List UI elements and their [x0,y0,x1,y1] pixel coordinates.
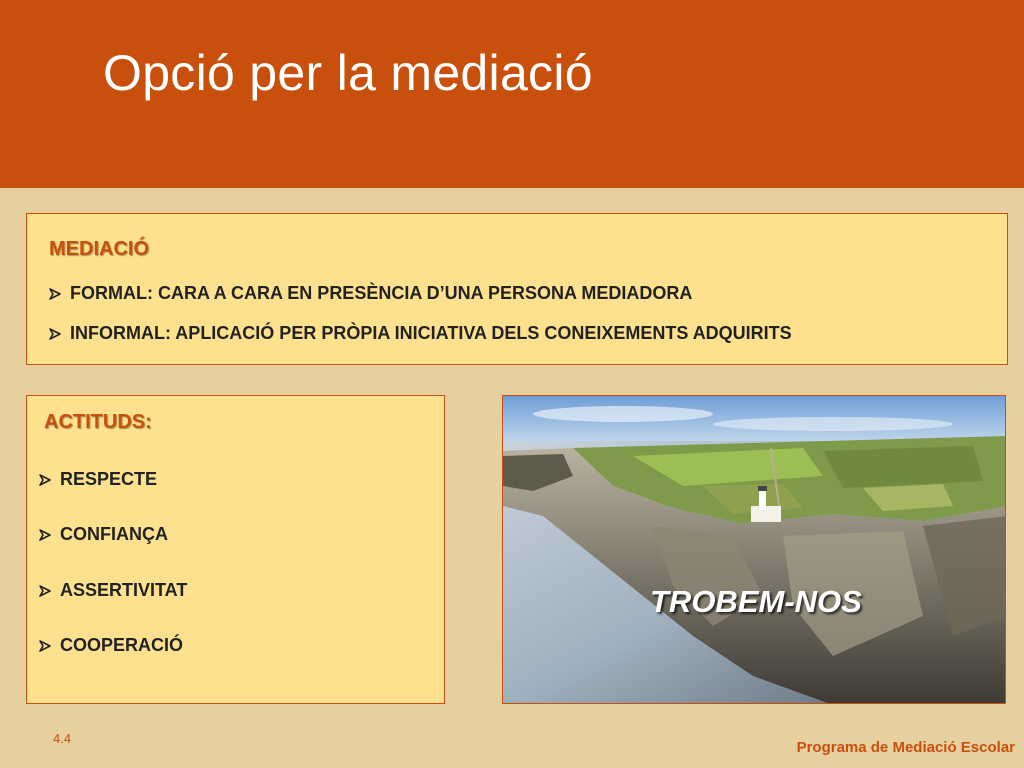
lighthouse-cliff-photo [502,395,1006,704]
cliff-landscape-illustration [503,396,1006,704]
actituds-item [38,469,157,490]
actituds-item-label: ASSERTIVITAT [60,580,188,600]
arrow-bullet-icon [38,584,52,598]
footer-text: Programa de Mediació Escolar [796,739,1015,756]
actituds-item-label: RESPECTE [60,469,158,489]
actituds-item-label: CONFIANÇA [60,524,168,544]
actituds-item [38,580,187,601]
actituds-item [38,524,168,545]
arrow-bullet-icon [48,327,62,341]
arrow-bullet-icon [38,473,52,487]
mediacio-item [48,323,792,344]
actituds-heading: ACTITUDS: [44,411,152,433]
arrow-bullet-icon [48,287,62,301]
mediacio-item-label: FORMAL: CARA A CARA EN PRESÈNCIA D’UNA PERSONA MEDIADORA [70,283,693,303]
slide-title: Opció per la mediació [103,45,593,101]
photo-overlay-text: TROBEM-NOS [650,584,862,619]
mediacio-heading: MEDIACIÓ [49,238,149,260]
actituds-box [26,395,445,704]
arrow-bullet-icon [38,528,52,542]
actituds-item [38,635,183,656]
page-number: 4.4 [53,731,72,746]
mediacio-item [48,283,692,304]
mediacio-item-label: INFORMAL: APLICACIÓ PER PRÒPIA INICIATIVA DELS CONEIXEMENTS ADQUIRITS [70,323,792,343]
arrow-bullet-icon [38,639,52,653]
actituds-item-label: COOPERACIÓ [60,635,184,655]
